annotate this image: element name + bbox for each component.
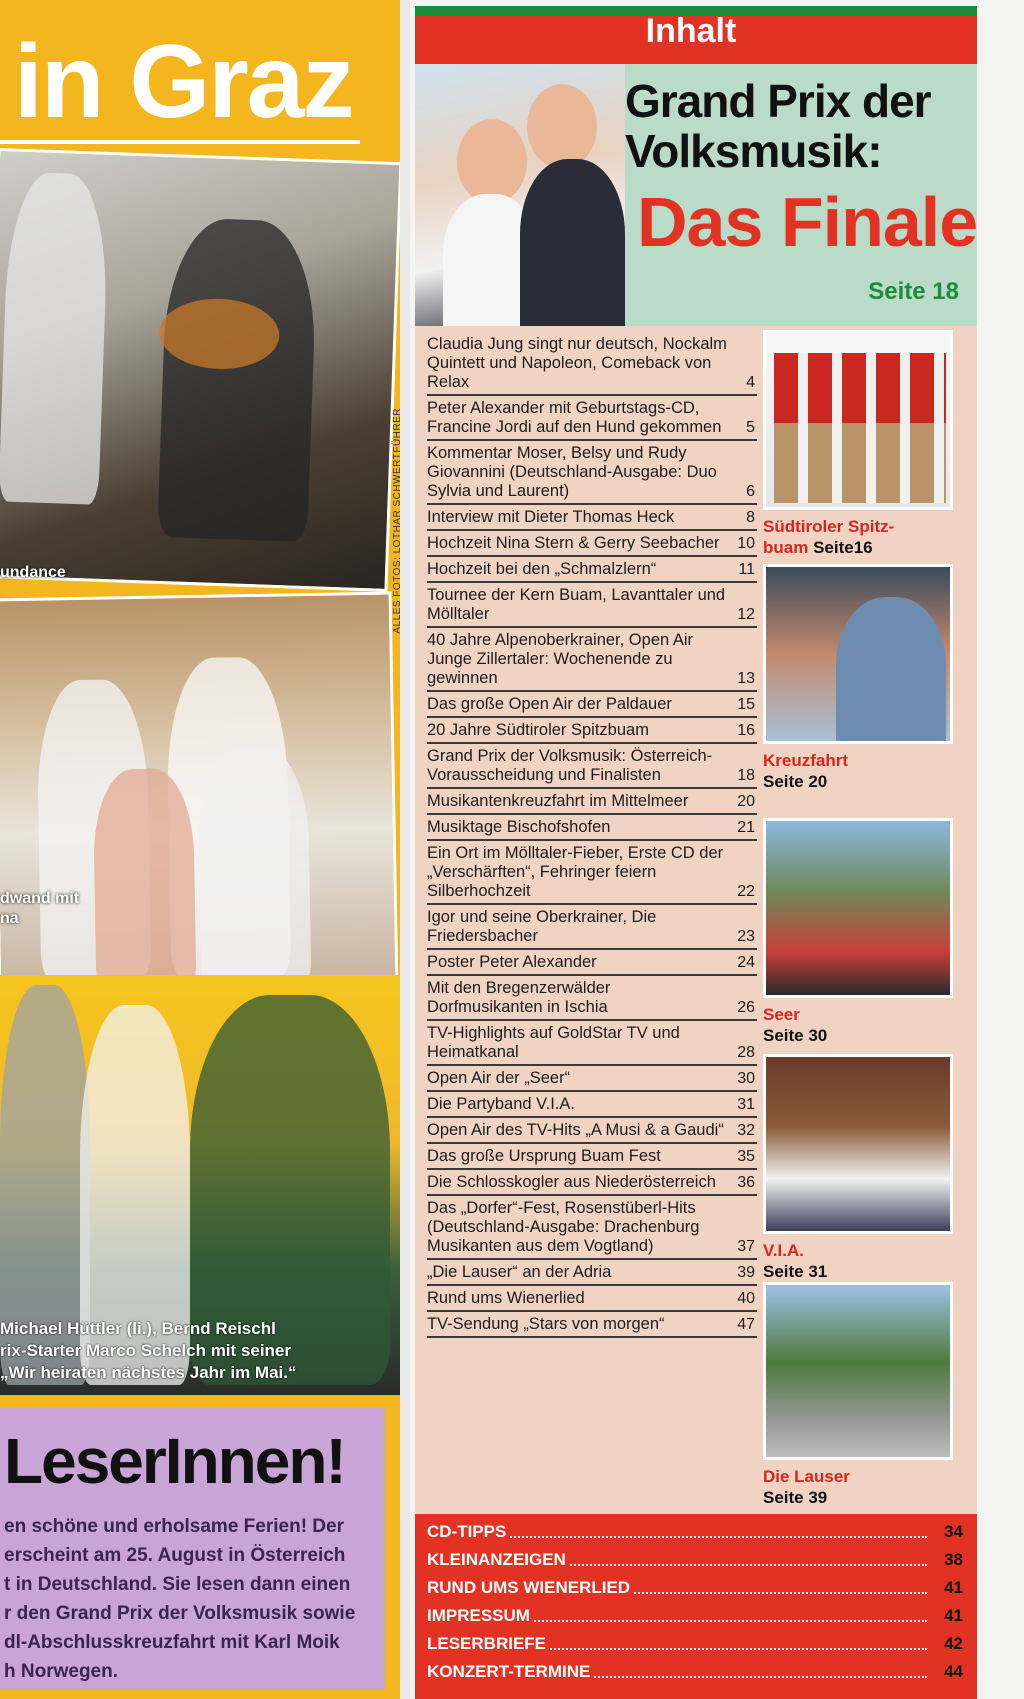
toc-item-title: Peter Alexander mit Geburtstags-CD, Francine Jordi auf den Hund gekommen bbox=[427, 399, 722, 436]
notice-line: h Norwegen. bbox=[4, 1661, 119, 1682]
toc-item-title: Die Schlosskogler aus Niederösterreich bbox=[427, 1173, 716, 1191]
regular-section-label: KONZERT-TERMINE bbox=[427, 1662, 594, 1682]
toc-item[interactable] bbox=[427, 718, 757, 744]
toc-item-title: „Die Lauser“ an der Adria bbox=[427, 1263, 612, 1281]
toc-item-page: 22 bbox=[737, 883, 755, 900]
toc-item[interactable] bbox=[427, 396, 757, 441]
toc-item-title: Open Air des TV-Hits „A Musi & a Gaudi“ bbox=[427, 1121, 724, 1139]
toc-item-title: Kommentar Moser, Belsy und Rudy Giovannini (Deutschland-Ausgabe: Duo Sylvia und Laurent) bbox=[427, 444, 717, 500]
graz-headline: in Graz bbox=[14, 24, 353, 140]
caption-line: Michael Hüttler (li.), Bernd Reischl bbox=[0, 1319, 276, 1338]
side-teaser-via[interactable] bbox=[763, 1054, 953, 1282]
regular-section-item[interactable] bbox=[427, 1662, 967, 1690]
toc-item[interactable] bbox=[427, 1260, 757, 1286]
toc-item-page: 12 bbox=[737, 606, 755, 623]
toc-item-page: 40 bbox=[737, 1290, 755, 1307]
toc-item-title: Mit den Bregenzerwälder Dorfmusikanten in Ischia bbox=[427, 979, 611, 1016]
toc-list bbox=[427, 332, 757, 1338]
toc-item-page: 8 bbox=[746, 509, 755, 526]
toc-item-title: Rund ums Wienerlied bbox=[427, 1289, 585, 1307]
teaser-photo bbox=[763, 818, 953, 998]
toc-item-page: 26 bbox=[737, 999, 755, 1016]
toc-item-title: Open Air der „Seer“ bbox=[427, 1069, 571, 1087]
toc-item[interactable] bbox=[427, 531, 757, 557]
toc-item-title: Grand Prix der Volksmusik: Österreich-Vorausscheidung und Finalisten bbox=[427, 747, 713, 784]
teaser-label bbox=[763, 1240, 953, 1282]
toc-item-page: 36 bbox=[737, 1174, 755, 1191]
regular-section-page: 41 bbox=[944, 1578, 963, 1597]
regular-section-page: 42 bbox=[944, 1634, 963, 1653]
toc-item-title: Tournee der Kern Buam, Lavanttaler und Mölltaler bbox=[427, 586, 726, 623]
regular-section-item[interactable] bbox=[427, 1550, 967, 1578]
notice-line: r den Grand Prix der Volksmusik sowie bbox=[4, 1603, 356, 1624]
toc-item-title: Das große Ursprung Buam Fest bbox=[427, 1147, 661, 1165]
toc-item[interactable] bbox=[427, 1312, 757, 1338]
toc-item-title: Claudia Jung singt nur deutsch, Nockalm Quintett und Napoleon, Comeback von Relax bbox=[427, 335, 727, 391]
teaser-name: buam bbox=[763, 538, 809, 557]
cover-story-subheadline: Das Finale bbox=[637, 183, 977, 261]
toc-item-page: 37 bbox=[737, 1238, 755, 1255]
photo-caption-fragment: na bbox=[0, 910, 19, 927]
toc-item[interactable] bbox=[427, 841, 757, 905]
toc-item-title: Das große Open Air der Paldauer bbox=[427, 695, 672, 713]
toc-item-page: 35 bbox=[737, 1148, 755, 1165]
teaser-photo bbox=[763, 330, 953, 510]
photo-caption-fragment: dwand mit bbox=[0, 890, 80, 907]
regular-section-label: LESERBRIEFE bbox=[427, 1634, 550, 1654]
toc-item[interactable] bbox=[427, 1196, 757, 1260]
side-teaser-spitzbuam[interactable] bbox=[763, 330, 953, 558]
toc-item-page: 21 bbox=[737, 819, 755, 836]
toc-item-title: TV-Sendung „Stars von morgen“ bbox=[427, 1315, 665, 1333]
regular-section-label: IMPRESSUM bbox=[427, 1606, 534, 1626]
toc-item[interactable] bbox=[427, 332, 757, 396]
toc-item-page: 11 bbox=[738, 561, 755, 578]
side-teaser-seer[interactable] bbox=[763, 818, 953, 1046]
notice-line: dl-Abschlusskreuzfahrt mit Karl Moik bbox=[4, 1632, 340, 1653]
toc-item[interactable] bbox=[427, 1170, 757, 1196]
toc-item[interactable] bbox=[427, 692, 757, 718]
toc-item[interactable] bbox=[427, 583, 757, 628]
regular-section-item[interactable] bbox=[427, 1634, 967, 1662]
toc-item[interactable] bbox=[427, 1118, 757, 1144]
headline-rule bbox=[0, 140, 360, 144]
table-of-contents bbox=[415, 326, 977, 1514]
reader-notice-text bbox=[4, 1512, 374, 1686]
toc-item-page: 39 bbox=[737, 1264, 755, 1281]
toc-item-page: 47 bbox=[737, 1316, 755, 1333]
toc-item-title: Musikantenkreuzfahrt im Mittelmeer bbox=[427, 792, 689, 810]
toc-item-title: Hochzeit Nina Stern & Gerry Seebacher bbox=[427, 534, 720, 552]
toc-item-page: 24 bbox=[737, 954, 755, 971]
toc-item-page: 28 bbox=[737, 1044, 755, 1061]
teaser-photo bbox=[763, 564, 953, 744]
toc-item[interactable] bbox=[427, 1144, 757, 1170]
regular-section-item[interactable] bbox=[427, 1606, 967, 1634]
toc-item-title: Das „Dorfer“-Fest, Rosenstüberl-Hits (Deutschland-Ausgabe: Drachenburg Musikanten aus dem Vogtland) bbox=[427, 1199, 700, 1255]
trio-photo-caption bbox=[0, 1318, 370, 1384]
toc-item-page: 18 bbox=[737, 767, 755, 784]
cover-story-photo bbox=[415, 64, 625, 326]
toc-item[interactable] bbox=[427, 1092, 757, 1118]
toc-item[interactable] bbox=[427, 950, 757, 976]
toc-item-page: 20 bbox=[737, 793, 755, 810]
regular-section-label: RUND UMS WIENERLIED bbox=[427, 1578, 634, 1598]
teaser-photo bbox=[763, 1282, 953, 1460]
cover-story[interactable] bbox=[415, 64, 977, 326]
toc-item-page: 32 bbox=[737, 1122, 755, 1139]
teaser-name: Seer bbox=[763, 1005, 800, 1024]
toc-item-page: 31 bbox=[737, 1096, 755, 1113]
photo-credit: ALLES FOTOS: LOTHAR SCHWERTFÜHRER bbox=[392, 408, 403, 634]
teaser-name: Südtiroler Spitz- bbox=[763, 517, 895, 536]
teaser-photo bbox=[763, 1054, 953, 1234]
toc-item[interactable] bbox=[427, 628, 757, 692]
toc-item-page: 6 bbox=[746, 483, 755, 500]
teaser-page: Seite16 bbox=[813, 538, 873, 557]
teaser-name: Die Lauser bbox=[763, 1467, 850, 1486]
regular-section-page: 38 bbox=[944, 1550, 963, 1569]
reader-notice-title: LeserInnen! bbox=[4, 1425, 345, 1497]
toc-item[interactable] bbox=[427, 815, 757, 841]
teaser-name: Kreuzfahrt bbox=[763, 751, 849, 770]
reader-notice-box bbox=[0, 1408, 385, 1690]
regular-sections bbox=[415, 1514, 977, 1699]
toc-item[interactable] bbox=[427, 905, 757, 950]
toc-item[interactable] bbox=[427, 505, 757, 531]
toc-item-title: TV-Highlights auf GoldStar TV und Heimatkanal bbox=[427, 1024, 680, 1061]
caption-line: „Wir heiraten nächstes Jahr im Mai.“ bbox=[0, 1363, 297, 1382]
toc-item[interactable] bbox=[427, 1286, 757, 1312]
left-page bbox=[0, 0, 400, 1699]
teaser-page: Seite 20 bbox=[763, 772, 828, 791]
caption-line: rix-Starter Marco Schelch mit seiner bbox=[0, 1341, 292, 1360]
photo-caption-fragment: undance bbox=[0, 564, 66, 581]
cover-story-page: Seite 18 bbox=[868, 278, 959, 305]
toc-item-title: Ein Ort im Mölltaler-Fieber, Erste CD der „Verschärften“, Fehringer feiern Silberhochzeit bbox=[427, 844, 724, 900]
regular-section-item[interactable] bbox=[427, 1522, 967, 1550]
contents-page bbox=[410, 0, 1024, 1699]
teaser-label bbox=[763, 516, 953, 558]
concert-photo bbox=[0, 148, 400, 592]
toc-item-page: 10 bbox=[737, 535, 755, 552]
notice-line: en schöne und erholsame Ferien! Der bbox=[4, 1516, 344, 1537]
toc-item-page: 30 bbox=[737, 1070, 755, 1087]
side-teaser-kreuzfahrt[interactable] bbox=[763, 564, 953, 792]
toc-item-title: Poster Peter Alexander bbox=[427, 953, 597, 971]
teaser-label bbox=[763, 1004, 953, 1046]
toc-item-title: 40 Jahre Alpenoberkrainer, Open Air Junge Zillertaler: Wochenende zu gewinnen bbox=[427, 631, 694, 687]
regular-section-page: 44 bbox=[944, 1662, 963, 1681]
teaser-page: Seite 30 bbox=[763, 1026, 828, 1045]
teaser-page: Seite 31 bbox=[763, 1262, 828, 1281]
teaser-label bbox=[763, 750, 953, 792]
toc-item-page: 5 bbox=[746, 419, 755, 436]
section-title: Inhalt bbox=[645, 12, 737, 50]
notice-line: erscheint am 25. August in Österreich bbox=[4, 1545, 346, 1566]
cover-story-headline: Grand Prix der Volksmusik: bbox=[625, 75, 931, 177]
regular-section-item[interactable] bbox=[427, 1578, 967, 1606]
group-photo bbox=[0, 592, 398, 994]
toc-item-page: 4 bbox=[746, 374, 755, 391]
toc-item-title: Musiktage Bischofshofen bbox=[427, 818, 611, 836]
toc-item[interactable] bbox=[427, 744, 757, 789]
toc-item-title: Interview mit Dieter Thomas Heck bbox=[427, 508, 675, 526]
toc-item-title: Hochzeit bei den „Schmalzlern“ bbox=[427, 560, 657, 578]
toc-item-page: 16 bbox=[737, 722, 755, 739]
teaser-page: Seite 39 bbox=[763, 1488, 828, 1507]
notice-line: t in Deutschland. Sie lesen dann einen bbox=[4, 1574, 351, 1595]
toc-item[interactable] bbox=[427, 1021, 757, 1066]
regular-section-label: KLEINANZEIGEN bbox=[427, 1550, 570, 1570]
toc-item-page: 23 bbox=[737, 928, 755, 945]
toc-item-page: 13 bbox=[737, 670, 755, 687]
teaser-label bbox=[763, 1466, 953, 1508]
regular-section-page: 41 bbox=[944, 1606, 963, 1625]
toc-item-title: Igor und seine Oberkrainer, Die Friedersbacher bbox=[427, 908, 657, 945]
regular-section-label: CD-TIPPS bbox=[427, 1522, 510, 1542]
side-teaser-lauser[interactable] bbox=[763, 1282, 953, 1508]
toc-item[interactable] bbox=[427, 789, 757, 815]
toc-item[interactable] bbox=[427, 441, 757, 505]
regular-section-page: 34 bbox=[944, 1522, 963, 1541]
toc-item[interactable] bbox=[427, 976, 757, 1021]
toc-item[interactable] bbox=[427, 557, 757, 583]
toc-item[interactable] bbox=[427, 1066, 757, 1092]
toc-item-title: 20 Jahre Südtiroler Spitzbuam bbox=[427, 721, 649, 739]
teaser-name: V.I.A. bbox=[763, 1241, 804, 1260]
toc-item-title: Die Partyband V.I.A. bbox=[427, 1095, 575, 1113]
toc-item-page: 15 bbox=[737, 696, 755, 713]
